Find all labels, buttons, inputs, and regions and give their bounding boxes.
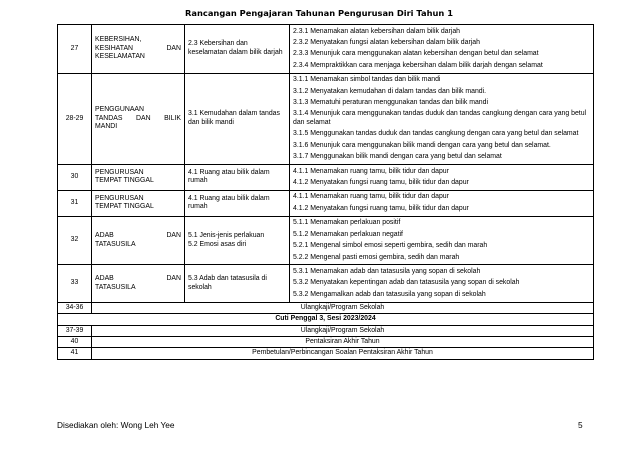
- standard-line: 4.1 Ruang atau bilik dalam: [188, 169, 270, 177]
- topic-word: TEMPAT TINGGAL: [95, 177, 154, 185]
- standard-cell: [185, 25, 290, 74]
- topic-line: [95, 284, 181, 292]
- topic-cell: [92, 216, 185, 265]
- document-title: Rancangan Pengajaran Tahunan Pengurusan Diri Tahun 1: [185, 8, 453, 18]
- topic-word: TANDAS: [95, 114, 123, 122]
- topic-cell: [92, 73, 185, 164]
- standard-line: 5.1 Jenis-jenis perlakuan: [188, 232, 265, 240]
- topic-cell: [92, 265, 185, 302]
- topic-cell: [92, 190, 185, 216]
- standard-line: rumah: [188, 203, 208, 211]
- span-text-cell: Ulangkaji/Program Sekolah: [92, 302, 594, 313]
- topic-word: TATASUSILA: [95, 240, 136, 248]
- week-cell: 30: [58, 165, 92, 191]
- topic-word: KESELAMATAN: [95, 53, 145, 61]
- learning-cell: [290, 73, 594, 164]
- learning-line: 4.1.2 Menyatakan fungsi ruang tamu, bilik tidur dan dapur: [293, 204, 469, 212]
- learning-line: 5.1.2 Menamakan perlakuan negatif: [293, 230, 403, 238]
- learning-line: 2.3.2 Menyatakan fungsi alatan kebersihan dalam bilik darjah: [293, 38, 480, 46]
- footer-page-number: 5: [578, 420, 583, 430]
- standard-line: dan bilik mandi: [188, 118, 234, 126]
- week-cell: 27: [58, 25, 92, 74]
- learning-line: 4.1.1 Menamakan ruang tamu, bilik tidur dan dapur: [293, 193, 449, 201]
- learning-cell: [290, 165, 594, 191]
- topic-word: PENGURUSAN: [95, 169, 144, 177]
- learning-line: 5.3.2 Mengamalkan adab dan tatasusila yang sopan di sekolah: [293, 290, 486, 298]
- topic-word: PENGURUSAN: [95, 194, 144, 202]
- topic-word: MANDI: [95, 123, 118, 131]
- topic-line: [95, 195, 181, 203]
- learning-cell: [290, 216, 594, 265]
- topic-cell: [92, 25, 185, 74]
- learning-line: 4.1.1 Menamakan ruang tamu, bilik tidur dan dapur: [293, 167, 449, 175]
- standard-cell: [185, 165, 290, 191]
- table-row: [58, 165, 594, 191]
- learning-line: 2.3.1 Menamakan alatan kebersihan dalam bilik darjah: [293, 27, 461, 35]
- topic-line: [95, 36, 181, 44]
- table-row: [58, 216, 594, 265]
- learning-line: 2.3.4 Mempraktikkan cara menjaga kebersihan dalam bilik darjah dengan selamat: [293, 61, 543, 69]
- learning-line: 5.1.1 Menamakan perlakuan positif: [293, 219, 401, 227]
- topic-word: ADAB: [95, 232, 114, 240]
- topic-word: TEMPAT TINGGAL: [95, 203, 154, 211]
- topic-line: [95, 241, 181, 249]
- week-cell: 33: [58, 265, 92, 302]
- table-row: [58, 73, 594, 164]
- topic-line: [95, 53, 181, 61]
- learning-line: 3.1.1 Menamakan simbol tandas dan bilik mandi: [293, 76, 441, 84]
- learning-line: 2.3.3 Menunjuk cara menggunakan alatan kebersihan dengan betul dan selamat: [293, 50, 539, 58]
- topic-line: [95, 106, 181, 114]
- table-row: [58, 190, 594, 216]
- table-row: [58, 336, 594, 347]
- learning-cell: [290, 190, 594, 216]
- footer-prepared-by: Disediakan oleh: Wong Leh Yee: [57, 420, 175, 430]
- learning-line: 3.1.5 Menggunakan tandas duduk dan tandas cangkung dengan cara yang betul dan selamat: [293, 130, 579, 138]
- learning-line: 3.1.2 Menyatakan kemudahan di dalam tandas dan bilik mandi.: [293, 87, 487, 95]
- table-row: [58, 325, 594, 336]
- topic-word: DAN: [166, 44, 181, 52]
- week-cell: 32: [58, 216, 92, 265]
- topic-word: BILIK: [164, 114, 181, 122]
- learning-line: 3.1.7 Menggunakan bilik mandi dengan cara yang betul dan selamat: [293, 153, 502, 161]
- standard-line: 4.1 Ruang atau bilik dalam: [188, 194, 270, 202]
- topic-line: [95, 177, 181, 185]
- week-cell: 41: [58, 348, 92, 359]
- learning-line: 5.3.1 Menamakan adab dan tatasusila yang sopan di sekolah: [293, 267, 481, 275]
- topic-word: ADAB: [95, 275, 114, 283]
- topic-word: KESIHATAN: [95, 44, 134, 52]
- standard-line: rumah: [188, 177, 208, 185]
- learning-line: 4.1.2 Menyatakan fungsi ruang tamu, bilik tidur dan dapur: [293, 178, 469, 186]
- topic-line: [95, 232, 181, 240]
- table-row: [58, 302, 594, 313]
- standard-cell: [185, 265, 290, 302]
- week-cell: 28-29: [58, 73, 92, 164]
- lesson-plan-table: [57, 24, 594, 360]
- learning-line: 3.1.6 Menunjuk cara menggunakan bilik mandi dengan cara yang betul dan selamat.: [293, 141, 551, 149]
- week-cell: 37-39: [58, 325, 92, 336]
- topic-word: TATASUSILA: [95, 283, 136, 291]
- table-row: [58, 314, 594, 325]
- learning-line: 5.2.1 Mengenal simbol emosi seperti gembira, sedih dan marah: [293, 242, 488, 250]
- standard-cell: [185, 216, 290, 265]
- topic-cell: [92, 165, 185, 191]
- topic-word: DAN: [166, 232, 181, 240]
- standard-line: 5.3 Adab dan tatasusila di: [188, 275, 267, 283]
- topic-line: [95, 169, 181, 177]
- span-text-cell: Ulangkaji/Program Sekolah: [92, 325, 594, 336]
- learning-cell: [290, 265, 594, 302]
- span-text-cell: Pembetulan/Perbincangan Soalan Pentaksiran Akhir Tahun: [92, 348, 594, 359]
- learning-line: 3.1.3 Mematuhi peraturan menggunakan tandas dan bilik mandi: [293, 99, 488, 107]
- learning-line: 5.2.2 Mengenal pasti emosi gembira, sedih dan marah: [293, 253, 460, 261]
- table-row: [58, 25, 594, 74]
- standard-line: 3.1 Kemudahan dalam tandas: [188, 110, 280, 118]
- topic-line: [95, 123, 181, 131]
- topic-word: DAN: [166, 275, 181, 283]
- learning-line: 5.3.2 Menyatakan kepentingan adab dan tatasusila yang sopan di sekolah: [293, 279, 520, 287]
- topic-line: [95, 275, 181, 283]
- topic-word: DAN: [136, 114, 151, 122]
- standard-line: sekolah: [188, 283, 212, 291]
- topic-word: KEBERSIHAN,: [95, 36, 142, 44]
- week-cell: 40: [58, 336, 92, 347]
- learning-cell: [290, 25, 594, 74]
- standard-line: 2.3 Kebersihan dan: [188, 40, 248, 48]
- learning-line: 3.1.4 Menunjuk cara menggunakan tandas duduk dan tandas cangkung dengan cara yang betul dan selamat: [293, 110, 587, 126]
- week-cell: 31: [58, 190, 92, 216]
- topic-line: [95, 203, 181, 211]
- topic-line: [95, 45, 181, 53]
- week-cell: 34-36: [58, 302, 92, 313]
- span-text-cell: Pentaksiran Akhir Tahun: [92, 336, 594, 347]
- lesson-plan-body: [58, 25, 594, 360]
- standard-cell: [185, 73, 290, 164]
- topic-word: PENGGUNAAN: [95, 106, 145, 114]
- table-row: [58, 265, 594, 302]
- standard-cell: [185, 190, 290, 216]
- span-text-cell: Cuti Penggal 3, Sesi 2023/2024: [58, 314, 594, 325]
- table-row: [58, 348, 594, 359]
- standard-line: keselamatan dalam bilik darjah: [188, 48, 283, 56]
- topic-line: [95, 115, 181, 123]
- standard-line: 5.2 Emosi asas diri: [188, 240, 247, 248]
